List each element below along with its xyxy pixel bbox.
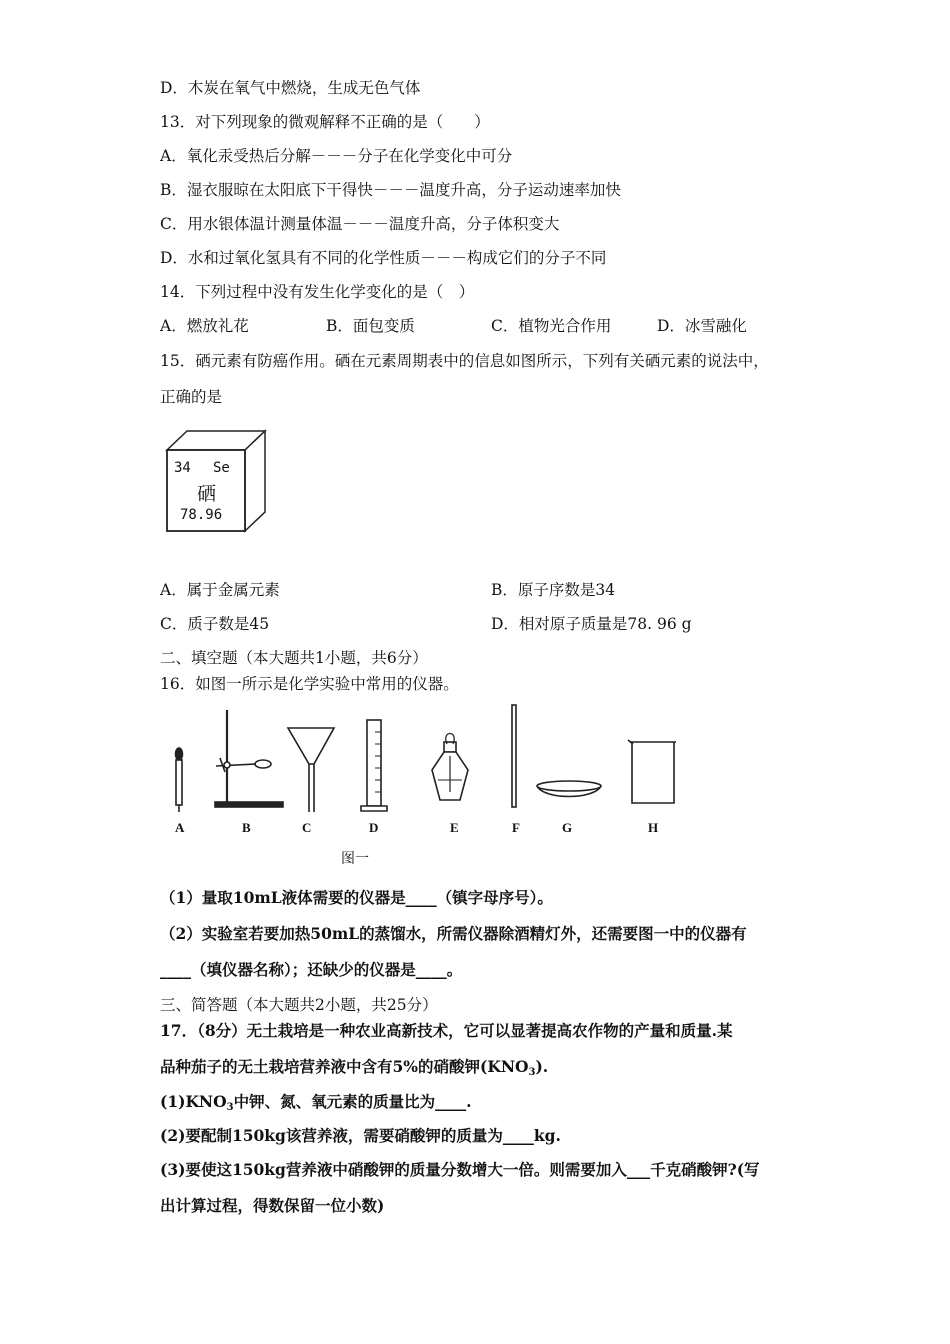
q17-part-2: (2)要配制150kg该营养液，需要硝酸钾的质量为____kg. — [160, 1126, 561, 1145]
glass-rod-icon — [512, 705, 516, 807]
q17-stem-line2 — [160, 1057, 548, 1083]
q17-part-3-line1: (3)要使这150kg营养液中硝酸钾的质量分数增大一倍。则需要加入___千克硝酸钾?(写 — [160, 1160, 760, 1179]
q16-stem: 16．如图一所示是化学实验中常用的仪器。 — [160, 675, 459, 693]
q13-option-d: D．水和过氧化氢具有不同的化学性质－－－构成它们的分子不同 — [160, 249, 607, 267]
q16-part-2-line1: （2）实验室若要加热50mL的蒸馏水，所需仪器除酒精灯外，还需要图一中的仪器有 — [160, 924, 747, 943]
apparatus-label-g: G — [562, 820, 573, 835]
element-symbol: Se — [213, 460, 230, 476]
apparatus-label-a: A — [175, 820, 185, 835]
q17-part-1-prefix: (1)KNO — [160, 1092, 227, 1111]
apparatus-label-c: C — [302, 820, 312, 835]
apparatus-label-b: B — [242, 820, 251, 835]
section-3-heading: 三、简答题（本大题共2小题，共25分） — [160, 996, 438, 1014]
q16-part-2-line2: ____（填仪器名称）；还缺少的仪器是____。 — [160, 960, 463, 979]
q14-stem: 14．下列过程中没有发生化学变化的是（ ） — [160, 283, 475, 301]
q17-stem-line2-end: ). — [535, 1057, 549, 1076]
q13-stem: 13．对下列现象的微观解释不正确的是（ ） — [160, 113, 490, 131]
q17-stem-line1: 17．（8分）无土栽培是一种农业高新技术，它可以显著提高农作物的产量和质量.某 — [160, 1021, 733, 1040]
q14-option-d: D．冰雪融化 — [657, 317, 747, 335]
section-2-heading: 二、填空题（本大题共1小题，共6分） — [160, 649, 428, 667]
q17-stem-subscript: 3 — [528, 1067, 536, 1078]
apparatus-drawing — [160, 700, 720, 870]
funnel-icon — [288, 728, 334, 812]
q17-part-3-line2: 出计算过程，得数保留一位小数) — [160, 1196, 385, 1215]
q17-part-1 — [160, 1092, 471, 1118]
graduated-cylinder-icon — [361, 720, 387, 811]
q14-option-c: C．植物光合作用 — [491, 317, 612, 335]
q15-stem-line1: 15．硒元素有防癌作用。硒在元素周期表中的信息如图所示，下列有关硒元素的说法中， — [160, 352, 769, 370]
figure-1-caption: 图一 — [341, 852, 369, 867]
q13-option-a: A．氧化汞受热后分解－－－分子在化学变化中可分 — [160, 147, 513, 165]
q17-part-1-subscript: 3 — [226, 1102, 234, 1113]
q15-stem-line2: 正确的是 — [160, 388, 223, 406]
element-name: 硒 — [197, 483, 217, 505]
apparatus-label-d: D — [369, 820, 379, 835]
q13-option-c: C．用水银体温计测量体温－－－温度升高，分子体积变大 — [160, 215, 560, 233]
dropper-icon — [176, 748, 183, 812]
q13-option-b: B．湿衣服晾在太阳底下干得快－－－温度升高，分子运动速率加快 — [160, 181, 621, 199]
selenium-element-cell — [165, 428, 270, 533]
apparatus-label-f: F — [512, 820, 520, 835]
alcohol-lamp-icon — [432, 734, 468, 801]
evaporating-dish-icon — [537, 781, 601, 797]
q15-option-d: D．相对原子质量是78. 96 g — [491, 615, 692, 633]
beaker-icon — [628, 740, 676, 803]
apparatus-label-h: H — [648, 820, 659, 835]
iron-stand-icon — [215, 710, 283, 807]
q17-stem-line2-text: 品种茄子的无土栽培营养液中含有5%的硝酸钾(KNO — [160, 1057, 529, 1076]
q12-option-d: D．木炭在氧气中燃烧，生成无色气体 — [160, 79, 421, 97]
apparatus-label-e: E — [450, 820, 459, 835]
element-atomic-mass: 78.96 — [180, 507, 223, 523]
figure-1-apparatus — [160, 700, 720, 870]
element-atomic-number: 34 — [174, 460, 191, 476]
q14-option-b: B．面包变质 — [326, 317, 415, 335]
q16-part-1: （1）量取10mL液体需要的仪器是____（镇字母序号）。 — [160, 888, 553, 907]
q14-option-a: A．燃放礼花 — [160, 317, 249, 335]
q15-option-c: C．质子数是45 — [160, 615, 270, 633]
q15-option-b: B．原子序数是34 — [491, 581, 616, 599]
q15-option-a: A．属于金属元素 — [160, 581, 280, 599]
q17-part-1-text: 中钾、氮、氧元素的质量比为____. — [233, 1092, 472, 1111]
